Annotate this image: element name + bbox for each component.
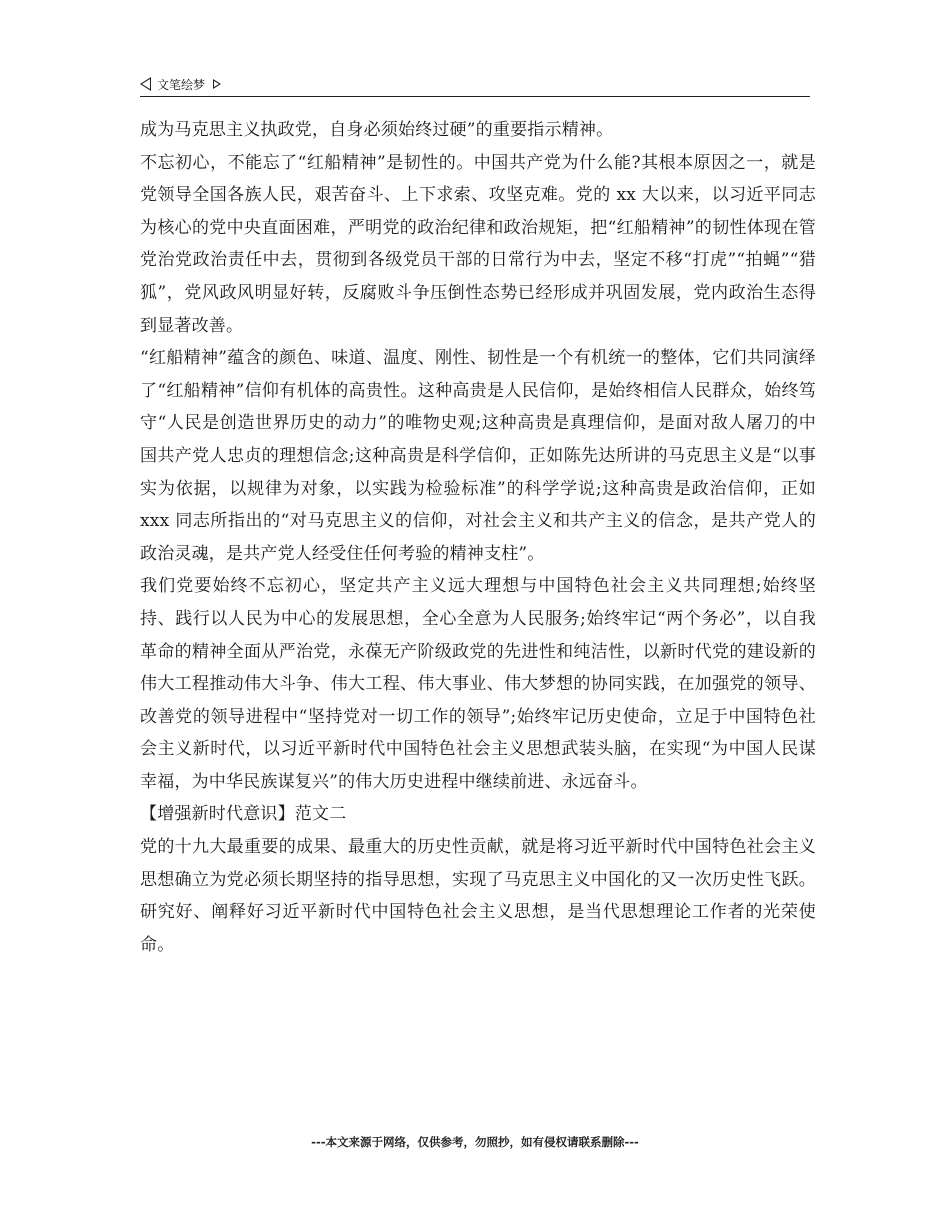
paragraph-3: “红船精神”蕴含的颜色、味道、温度、刚性、韧性是一个有机统一的整体，它们共同演绎了“红船精神”信仰有机体的高贵性。这种高贵是人民信仰，是始终相信人民群众，始终笃守“人民是创造世界历史的动力”的唯物史观;这种高贵是真理信仰，是面对敌人屠刀的中国共产党人忠贞的理想信念;这种高贵是科学信仰，正如陈先达所讲的马克思主义是“以事实为依据，以规律为对象，以实践为检验标准”的科学学说;这种高贵是政治信仰，正如 xxx 同志所指出的“对马克思主义的信仰，对社会主义和共产主义的信念，是共产党人的政治灵魂，是共产党人经受住任何考验的精神支柱”。 [140,348,816,564]
header-title: 文笔绘梦 [157,77,206,92]
triangle-left-outline-icon [140,77,151,91]
paragraph-1: 成为马克思主义执政党，自身必须始终过硬”的重要指示精神。 [140,120,614,140]
page-header [140,72,810,97]
footer-notice: ---本文来源于网络，仅供参考，勿照抄，如有侵权请联系删除--- [311,1135,639,1149]
paragraph-2: 不忘初心，不能忘了“红船精神”是韧性的。中国共产党为什么能?其根本原因之一，就是党领导全国各族人民，艰苦奋斗、上下求索、攻坚克难。党的 xx 大以来，以习近平同志为核心的党中央直面困难，严明党的政治纪律和政治规矩，把“红船精神”的韧性体现在管党治党政治责任中去，贯彻到各级党员干部的日常行为中去，坚定不移“打虎”“拍蝇”“猎狐”，党风政风明显好转，反腐败斗争压倒性态势已经形成并巩固发展，党内政治生态得到显著改善。 [140,152,816,336]
paragraph-4: 我们党要始终不忘初心，坚定共产主义远大理想与中国特色社会主义共同理想;始终坚持、践行以人民为中心的发展思想，全心全意为人民服务;始终牢记“两个务必”，以自我革命的精神全面从严治党，永葆无产阶级政党的先进性和纯洁性，以新时代党的建设新的伟大工程推动伟大斗争、伟大工程、伟大事业、伟大梦想的协同实践，在加强党的领导、改善党的领导进程中“坚持党对一切工作的领导”;始终牢记历史使命，立足于中国特色社会主义新时代，以习近平新时代中国特色社会主义思想武装头脑，在实现“为中国人民谋幸福，为中华民族谋复兴”的伟大历史进程中继续前进、永远奋斗。 [140,576,816,792]
section-heading: 【增强新时代意识】范文二 [140,804,347,825]
triangle-right-outline-icon [213,79,221,89]
paragraph-5: 党的十九大最重要的成果、最重大的历史性贡献，就是将习近平新时代中国特色社会主义思想确立为党必须长期坚持的指导思想，实现了马克思主义中国化的又一次历史性飞跃。研究好、阐释好习近平新时代中国特色社会主义思想，是当代思想理论工作者的光荣使命。 [140,837,816,955]
document-body [140,114,816,961]
